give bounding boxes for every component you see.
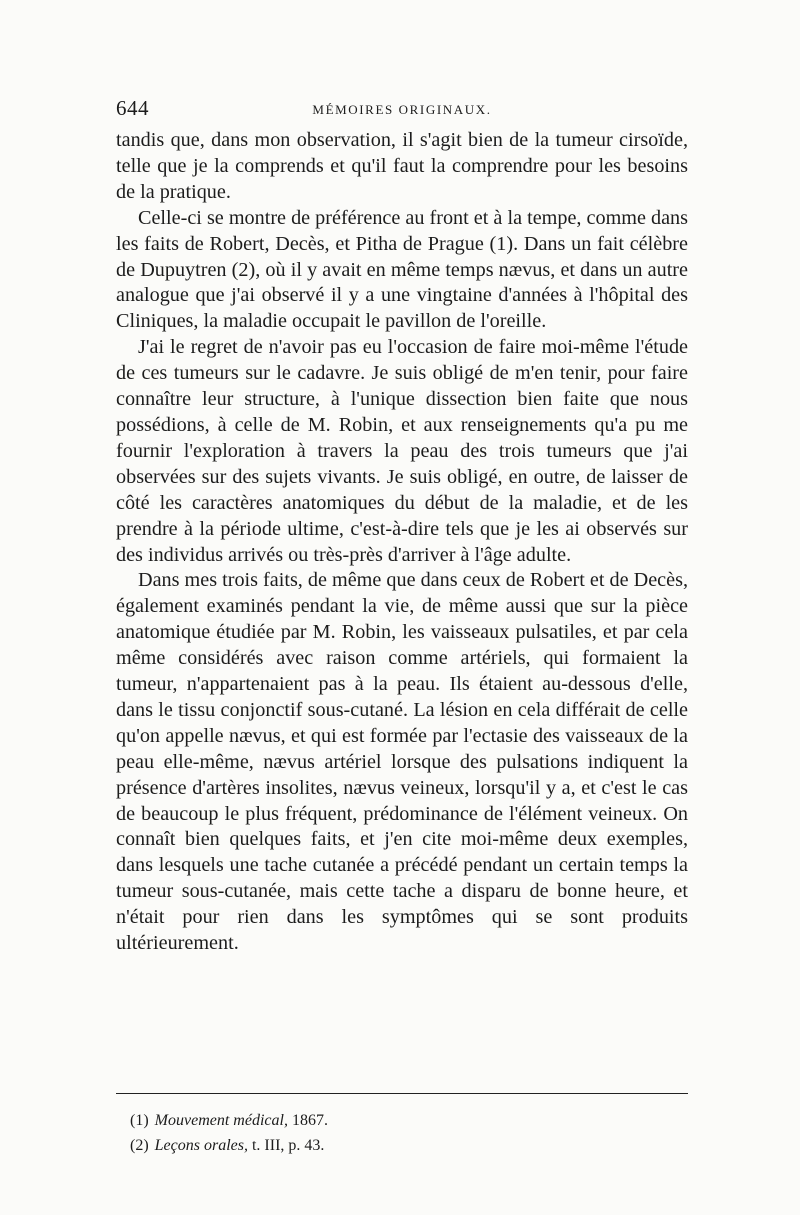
paragraph: Dans mes trois faits, de même que dans ceux de Robert et de Decès, également examinés pendant la vie, de même aussi que sur la pièce anatomique étudiée par M. Robin, les vaisseaux pulsatiles, et par cela même considérés avec raison comme artériels, qui formaient la tumeur, n'appartenaient pas à la peau. Ils étaient au-dessous d'elle, dans le tissu conjonctif sous-cutané. La lésion en cela différait de celle qu'on appelle nævus, et qui est formée par l'ectasie des vaisseaux de la peau elle-même, nævus artériel lorsque des pulsations indiquent la présence d'artères insolites, nævus veineux, lorsqu'il y a, et c'est le cas de beaucoup le plus fréquent, prédominance de l'élément veineux. On connaît bien quelques faits, et j'en cite moi-même deux exemples, dans lesquels une tache cutanée a précédé pendant un certain temps la tumeur sous-cutanée, mais cette tache a disparu de bonne heure, et n'était pour rien dans les symptômes qui se sont produits ultérieurement. (116, 569, 688, 955)
footnote-title: Leçons orales, (154, 1137, 248, 1154)
paragraph: Celle-ci se montre de préférence au front et à la tempe, comme dans les faits de Robert, Decès, et Pitha de Prague (1). Dans un fait célèbre de Dupuytren (2), où il y avait en même temps nævus, et dans un autre analogue que j'ai observé il y a une vingtaine d'années à l'hôpital des Cliniques, la maladie occupait le pavillon de l'oreille. (116, 206, 688, 333)
footnote-reference: t. III, p. 43. (247, 1137, 325, 1154)
paragraph: J'ai le regret de n'avoir pas eu l'occasion de faire moi-même l'étude de ces tumeurs sur le cadavre. Je suis obligé de m'en tenir, pour faire connaître leur structure, à l'unique dissection bien faite que nous possédions, à celle de M. Robin, et aux renseignements qu'a pu me fournir l'exploration à travers la peau des trois tumeurs que j'ai observées sur des sujets vivants. Je suis obligé, en outre, de laisser de côté les caractères anatomiques du début de la maladie, et de les prendre à la période ultime, c'est-à-dire tels que je les ai observés sur des individus arrivés ou très-près d'arriver à l'âge adulte. (116, 336, 688, 566)
body-text (116, 128, 688, 957)
footnote (130, 1133, 688, 1158)
footnote-divider (116, 1093, 688, 1094)
page-number: 644 (116, 96, 149, 120)
footnote-marker: (2) (130, 1137, 149, 1154)
footnote-marker: (1) (130, 1112, 149, 1129)
footnote-title: Mouvement médical, (154, 1112, 288, 1129)
footnote (130, 1108, 688, 1133)
footnote-reference: 1867. (287, 1112, 328, 1129)
paragraph: tandis que, dans mon observation, il s'agit bien de la tumeur cirsoïde, telle que je la comprends et qu'il faut la comprendre pour les besoins de la pratique. (116, 129, 688, 203)
page-header (116, 96, 688, 124)
running-head: MÉMOIRES ORIGINAUX. (312, 102, 492, 117)
book-page (116, 96, 688, 1176)
footnotes (130, 1108, 688, 1158)
